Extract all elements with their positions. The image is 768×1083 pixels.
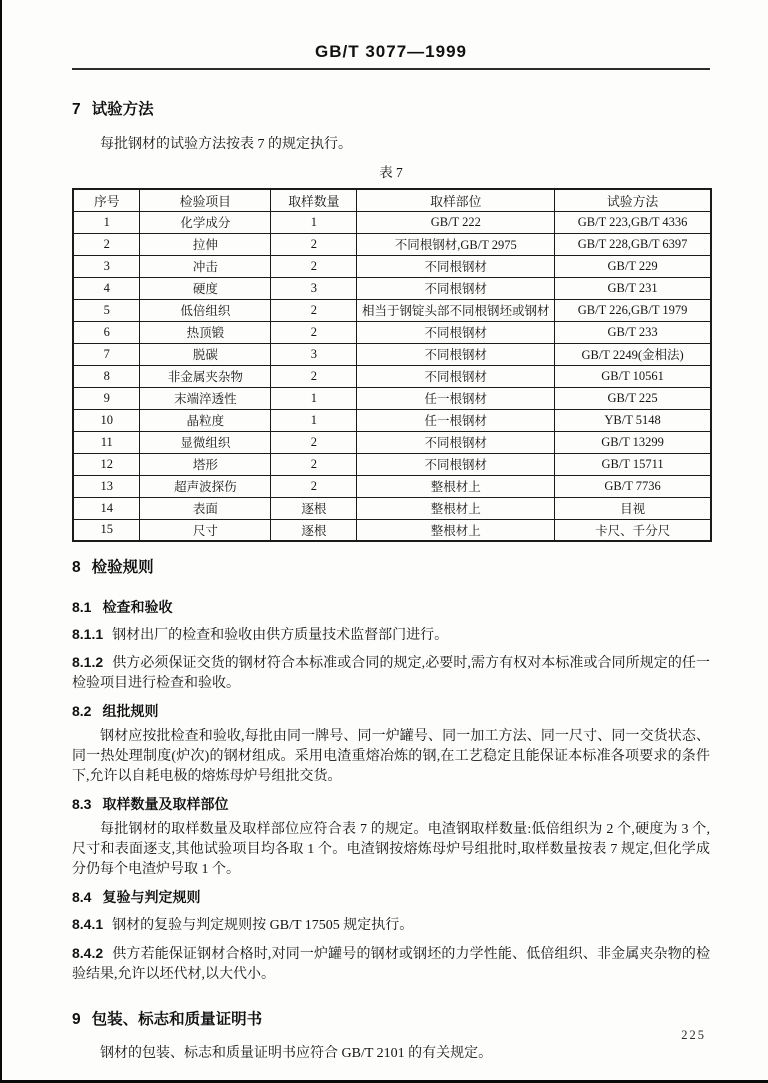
table7-cell: 13 xyxy=(73,475,140,497)
section-9-paragraph: 钢材的包装、标志和质量证明书应符合 GB/T 2101 的有关规定。 xyxy=(100,1046,493,1061)
table7-row xyxy=(73,519,711,541)
table7-row xyxy=(73,233,711,255)
section-8-heading xyxy=(72,555,710,577)
clause-8-1-heading xyxy=(72,597,710,617)
table7-cell: GB/T 226,GB/T 1979 xyxy=(555,299,711,321)
table7-cell: 拉伸 xyxy=(140,233,271,255)
table7-cell: YB/T 5148 xyxy=(555,409,711,431)
table7-header-cell: 取样部位 xyxy=(357,189,555,211)
clause-8-1-1 xyxy=(72,624,710,646)
table7-cell: 12 xyxy=(73,453,140,475)
table7-cell: 末端淬透性 xyxy=(140,387,271,409)
table7-row xyxy=(73,321,711,343)
table7-cell: GB/T 2249(金相法) xyxy=(555,343,711,365)
table7-row xyxy=(73,211,711,233)
table7-cell: 3 xyxy=(271,343,357,365)
table7-cell: 4 xyxy=(73,277,140,299)
table7-cell: 逐根 xyxy=(271,519,357,541)
table7-cell: 不同根钢材 xyxy=(357,277,555,299)
section-9-title: 包装、标志和质量证明书 xyxy=(91,1011,263,1028)
clause-8-1-1-text: 钢材出厂的检查和验收由供方质量技术监督部门进行。 xyxy=(112,628,449,643)
table7-cell: 2 xyxy=(271,299,357,321)
table7-cell: 不同根钢材 xyxy=(357,365,555,387)
table7-cell: 热顶锻 xyxy=(140,321,271,343)
table7-cell: 2 xyxy=(271,365,357,387)
table7-cell: 15 xyxy=(73,519,140,541)
clause-8-4-1 xyxy=(72,914,710,936)
table7-cell: 整根材上 xyxy=(357,475,555,497)
clause-8-4-1-text: 钢材的复验与判定规则按 GB/T 17505 规定执行。 xyxy=(112,918,414,933)
section-8-number: 8 xyxy=(72,559,81,576)
section-7-title: 试验方法 xyxy=(91,101,154,118)
table7-cell: 1 xyxy=(271,211,357,233)
table7-row xyxy=(73,365,711,387)
clause-8-4-2 xyxy=(72,943,710,985)
table7-cell: 晶粒度 xyxy=(140,409,271,431)
table7 xyxy=(72,188,712,542)
table7-cell: 相当于钢锭头部不同根钢坯或钢材 xyxy=(357,299,555,321)
section-9-number: 9 xyxy=(72,1011,81,1028)
section-9-heading xyxy=(72,1007,710,1029)
clause-8-1-2-number: 8.1.2 xyxy=(72,654,104,670)
table7-header-cell: 取样数量 xyxy=(271,189,357,211)
table7-cell: GB/T 10561 xyxy=(555,365,711,387)
table7-row xyxy=(73,475,711,497)
table7-cell: GB/T 222 xyxy=(357,211,555,233)
table7-cell: 任一根钢材 xyxy=(357,409,555,431)
clause-8-2-paragraph: 钢材应按批检查和验收,每批由同一牌号、同一炉罐号、同一加工方法、同一尺寸、同一交货状态、同一热处理制度(炉次)的钢材组成。采用电渣重熔冶炼的钢,在工艺稳定且能保证本标准各项要求的条件下,允许以自耗电极的熔炼母炉号组批交货。 xyxy=(72,729,710,784)
table7-cell: 硬度 xyxy=(140,277,271,299)
table7-cell: 非金属夹杂物 xyxy=(140,365,271,387)
table7-cell: 不同根钢材 xyxy=(357,343,555,365)
table7-cell: 1 xyxy=(271,387,357,409)
table7-row xyxy=(73,431,711,453)
table7-cell: 低倍组织 xyxy=(140,299,271,321)
page-number: 225 xyxy=(681,1028,706,1042)
table7-cell: 整根材上 xyxy=(357,497,555,519)
clause-8-4-title: 复验与判定规则 xyxy=(102,889,201,905)
clause-8-3-heading xyxy=(72,794,710,814)
table7-header-row xyxy=(73,189,711,211)
table7-cell: 2 xyxy=(271,321,357,343)
table7-header-cell: 检验项目 xyxy=(140,189,271,211)
clause-8-4-2-number: 8.4.2 xyxy=(72,945,104,961)
clause-8-2-title: 组批规则 xyxy=(102,703,159,719)
table7-cell: 塔形 xyxy=(140,453,271,475)
table7-row xyxy=(73,387,711,409)
table7-cell: 1 xyxy=(73,211,140,233)
table7-cell: 任一根钢材 xyxy=(357,387,555,409)
section-7-number: 7 xyxy=(72,101,81,118)
clause-8-2-number: 8.2 xyxy=(72,703,92,719)
table7-cell: 不同根钢材 xyxy=(357,453,555,475)
standard-number: GB/T 3077—1999 xyxy=(315,42,467,61)
table7-cell: 不同根钢材 xyxy=(357,255,555,277)
clause-8-1-2-text: 供方必须保证交货的钢材符合本标准或合同的规定,必要时,需方有权对本标准或合同所规定的任一检验项目进行检查和验收。 xyxy=(72,656,710,691)
clause-8-3-title: 取样数量及取样部位 xyxy=(102,796,229,812)
table7-cell: GB/T 225 xyxy=(555,387,711,409)
table7-cell: 9 xyxy=(73,387,140,409)
table7-header-cell: 试验方法 xyxy=(555,189,711,211)
section-7-intro: 每批钢材的试验方法按表 7 的规定执行。 xyxy=(100,137,352,152)
table7-cell: 整根材上 xyxy=(357,519,555,541)
table7-row xyxy=(73,409,711,431)
table7-row xyxy=(73,277,711,299)
page-content xyxy=(2,0,768,1064)
table7-cell: GB/T 233 xyxy=(555,321,711,343)
table7-cell: 2 xyxy=(271,255,357,277)
table7-cell: 8 xyxy=(73,365,140,387)
table7-cell: 11 xyxy=(73,431,140,453)
table7-row xyxy=(73,299,711,321)
table7-cell: 2 xyxy=(271,453,357,475)
clause-8-1-number: 8.1 xyxy=(72,599,92,615)
table7-body xyxy=(73,211,711,541)
header-rule xyxy=(72,68,710,70)
table7-cell: 1 xyxy=(271,409,357,431)
table7-cell: 2 xyxy=(271,431,357,453)
table7-cell: 表面 xyxy=(140,497,271,519)
document-header xyxy=(72,0,710,62)
table7-cell: 超声波探伤 xyxy=(140,475,271,497)
clause-8-1-2 xyxy=(72,652,710,694)
table7-cell: 冲击 xyxy=(140,255,271,277)
clause-8-4-number: 8.4 xyxy=(72,889,92,905)
table7-row xyxy=(73,453,711,475)
table7-cell: 3 xyxy=(73,255,140,277)
table7-cell: 脱碳 xyxy=(140,343,271,365)
clause-8-1-title: 检查和验收 xyxy=(102,599,173,615)
table7-cell: 2 xyxy=(73,233,140,255)
table7-cell: 逐根 xyxy=(271,497,357,519)
table7-cell: 5 xyxy=(73,299,140,321)
table7-cell: 2 xyxy=(271,233,357,255)
table7-cell: 不同根钢材,GB/T 2975 xyxy=(357,233,555,255)
table7-cell: 10 xyxy=(73,409,140,431)
clause-8-1-1-number: 8.1.1 xyxy=(72,626,104,642)
table7-cell: 14 xyxy=(73,497,140,519)
table7-cell: GB/T 7736 xyxy=(555,475,711,497)
table7-cell: GB/T 229 xyxy=(555,255,711,277)
clause-8-2-heading xyxy=(72,701,710,721)
table7-cell: 化学成分 xyxy=(140,211,271,233)
table7-cell: 3 xyxy=(271,277,357,299)
table7-cell: 显微组织 xyxy=(140,431,271,453)
table7-row xyxy=(73,255,711,277)
table7-cell: 不同根钢材 xyxy=(357,321,555,343)
table7-cell: 尺寸 xyxy=(140,519,271,541)
section-8-title: 检验规则 xyxy=(91,559,154,576)
table7-cell: GB/T 13299 xyxy=(555,431,711,453)
table7-row xyxy=(73,343,711,365)
clause-8-3-paragraph: 每批钢材的取样数量及取样部位应符合表 7 的规定。电渣钢取样数量:低倍组织为 2 个,硬度为 3 个,尺寸和表面逐支,其他试验项目均各取 1 个。电渣钢按熔炼母炉号组批时,取样数量按表 7 规定,但化学成分仍每个电渣炉号取 1 个。 xyxy=(72,822,710,877)
table7-header-cell: 序号 xyxy=(73,189,140,211)
table7-cell: 卡尺、千分尺 xyxy=(555,519,711,541)
table7-cell: GB/T 15711 xyxy=(555,453,711,475)
table7-cell: GB/T 228,GB/T 6397 xyxy=(555,233,711,255)
table7-cell: 2 xyxy=(271,475,357,497)
section-7-heading xyxy=(72,97,710,119)
clause-8-3-number: 8.3 xyxy=(72,796,92,812)
clause-8-4-heading xyxy=(72,887,710,907)
table7-caption: 表 7 xyxy=(379,165,403,180)
clause-8-4-1-number: 8.4.1 xyxy=(72,916,104,932)
table7-cell: GB/T 223,GB/T 4336 xyxy=(555,211,711,233)
table7-cell: 7 xyxy=(73,343,140,365)
table7-cell: 目视 xyxy=(555,497,711,519)
table7-cell: 6 xyxy=(73,321,140,343)
clause-8-4-2-text: 供方若能保证钢材合格时,对同一炉罐号的钢材或钢坯的力学性能、低倍组织、非金属夹杂物的检验结果,允许以坯代材,以大代小。 xyxy=(72,947,710,982)
table7-cell: 不同根钢材 xyxy=(357,431,555,453)
table7-cell: GB/T 231 xyxy=(555,277,711,299)
table7-row xyxy=(73,497,711,519)
